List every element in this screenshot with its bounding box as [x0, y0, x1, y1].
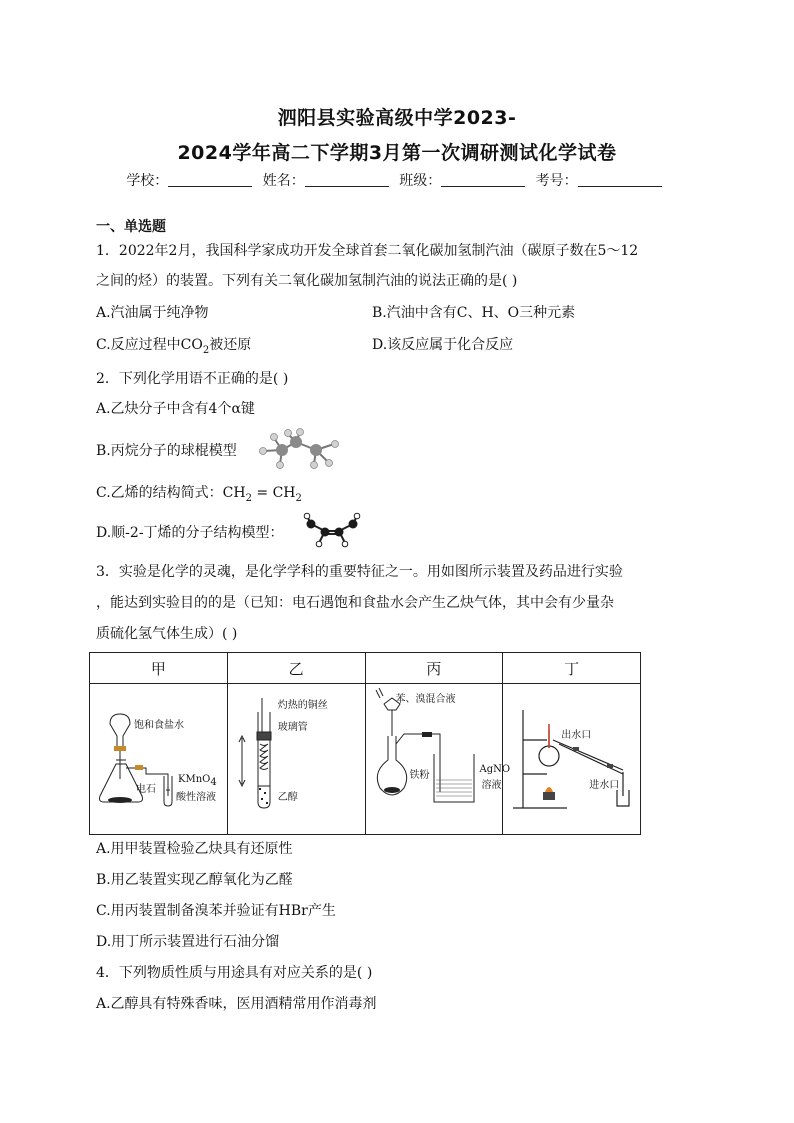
co2-subscript: 2 [202, 344, 210, 356]
apparatus-ding-cell [503, 684, 641, 835]
kmno4-subscript: 4 [210, 777, 217, 788]
student-info-row [0, 170, 794, 190]
q3-stem-line2: ，能达到实验目的的是（已知：电石遇饱和食盐水会产生乙炔气体，其中会有少量杂 [96, 595, 614, 611]
table-header-yi: 乙 [227, 653, 365, 684]
exam-number-label: 考号： [535, 173, 578, 189]
school-field[interactable] [168, 172, 252, 187]
ethylene-formula-ch2-a: CH [222, 485, 246, 501]
calcium-carbide-label: 电石 [136, 784, 156, 795]
q1-stem-line1: 1．2022年2月，我国科学家成功开发全球首套二氧化碳加氢制汽油（碳原子数在5～12 [96, 243, 639, 259]
class-label: 班级： [399, 173, 442, 189]
agno3-solution-label: 溶液 [481, 780, 502, 791]
water-outlet-label: 出水口 [561, 730, 592, 741]
brine-label: 饱和食盐水 [134, 720, 184, 731]
apparatus-bing [366, 684, 511, 834]
q4-stem: 4．下列物质性质与用途具有对应关系的是( ) [96, 965, 373, 981]
exam-number-field[interactable] [578, 172, 662, 187]
q1-option-c [96, 334, 251, 356]
water-inlet-label: 进水口 [589, 780, 620, 791]
apparatus-jia [90, 684, 226, 834]
school-label: 学校： [126, 173, 169, 189]
ethylene-subscript-a: 2 [245, 492, 252, 504]
q2-stem: 2．下列化学用语不正确的是( ) [96, 371, 289, 387]
distillation-setup-drawing [503, 684, 639, 834]
propane-ball-stick-model [254, 428, 342, 470]
ethylene-formula-ch2-b: = CH [251, 485, 296, 501]
apparatus-jia-cell [90, 684, 228, 835]
apparatus-ding [503, 684, 639, 834]
q1-option-a: A.汽油属于纯净物 [96, 305, 209, 321]
iron-powder-label: 铁粉 [409, 770, 430, 781]
q2-option-a: A.乙炔分子中含有4个α键 [96, 401, 255, 417]
bromobenzene-setup-drawing [366, 684, 502, 834]
table-header-ding: 丁 [503, 653, 641, 684]
apparatus-bing-cell [365, 684, 511, 835]
q4-option-a: A.乙醇具有特殊香味，医用酒精常用作消毒剂 [96, 996, 377, 1012]
exam-title-line2: 2024学年高二下学期3月第一次调研测试化学试卷 [177, 142, 617, 164]
table-header-jia: 甲 [90, 653, 228, 684]
exam-title-line1: 泗阳县实验高级中学2023- [277, 107, 517, 129]
q3-option-d: D.用丁所示装置进行石油分馏 [96, 934, 280, 950]
q3-option-a: A.用甲装置检验乙炔具有还原性 [96, 841, 293, 857]
q2-option-c-text: C.乙烯的结构简式： [96, 485, 223, 501]
q2-option-c [96, 482, 302, 504]
q1-option-b: B.汽油中含有C、H、O三种元素 [372, 305, 576, 321]
class-field[interactable] [441, 172, 525, 187]
q1-option-c-tail: 被还原 [209, 337, 252, 353]
cis-2-butene-model [303, 512, 361, 550]
q3-option-c: C.用丙装置制备溴苯并验证有HBr产生 [96, 903, 336, 919]
q1-option-c-text: C.反应过程中 [96, 337, 181, 353]
ethanol-label: 乙醇 [277, 792, 298, 803]
agno3-label: AgNO [479, 764, 511, 775]
benzene-bromine-mixture-label: 苯、溴混合液 [395, 694, 456, 705]
hot-copper-wire-label: 灼热的铜丝 [277, 700, 328, 711]
section-heading: 一、单选题 [96, 219, 166, 235]
glass-tube-label: 玻璃管 [277, 722, 308, 733]
acetylene-generator-drawing [90, 684, 226, 834]
name-field[interactable] [305, 172, 389, 187]
kmno4-label [178, 774, 217, 788]
table-header-bing: 丙 [365, 653, 503, 684]
q3-stem-line3: 质硫化氢气体生成）( ) [96, 626, 238, 642]
ethylene-subscript-b: 2 [295, 492, 302, 504]
apparatus-yi-cell [227, 684, 365, 835]
apparatus-yi [228, 684, 364, 834]
q1-option-d: D.该反应属于化合反应 [372, 337, 514, 353]
co2-formula: CO [180, 337, 203, 353]
kmno4-text: KMnO [178, 774, 211, 785]
apparatus-table [89, 652, 641, 835]
acidic-solution-label: 酸性溶液 [176, 792, 216, 803]
q3-option-b: B.用乙装置实现乙醇氧化为乙醛 [96, 872, 293, 888]
q2-option-d: D.顺-2-丁烯的分子结构模型： [96, 525, 284, 541]
q1-stem-line2: 之间的烃）的装置。下列有关二氧化碳加氢制汽油的说法正确的是( ) [96, 273, 518, 289]
name-label: 姓名： [262, 173, 305, 189]
q2-option-b: B.丙烷分子的球棍模型 [96, 443, 237, 459]
q3-stem-line1: 3．实验是化学的灵魂，是化学学科的重要特征之一。用如图所示装置及药品进行实验 [96, 564, 623, 580]
